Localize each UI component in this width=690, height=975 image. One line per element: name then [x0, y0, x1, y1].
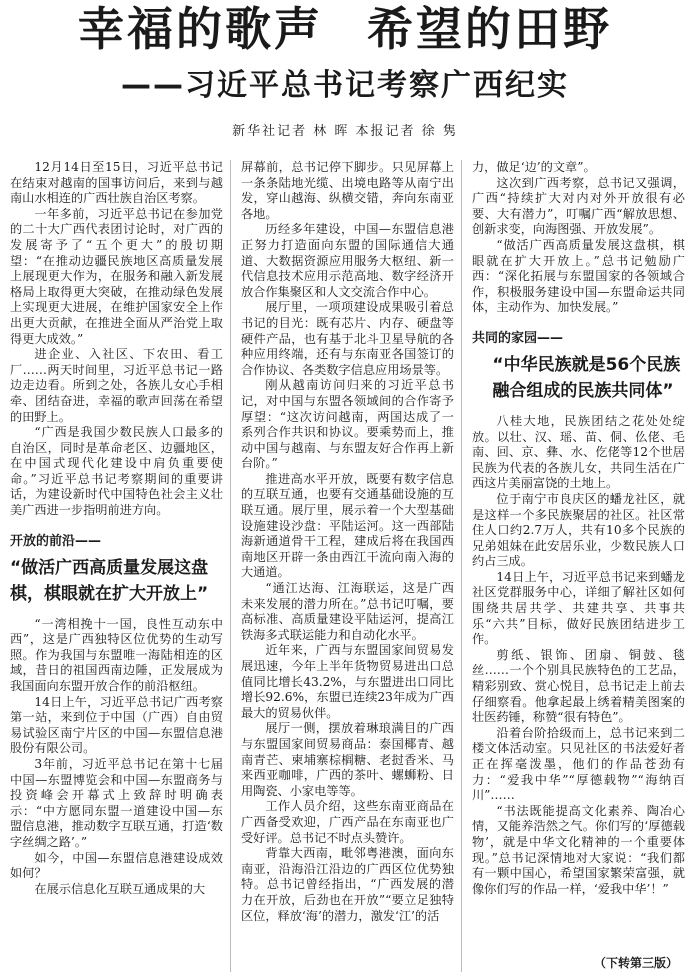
paragraph: 14日上午，习近平总书记广西考察第一站，来到位于中国（广西）自由贸易试验区南宁片区的中国—东盟信息港股份有限公司。	[10, 694, 223, 756]
section-title: “做活广西高质量发展这盘棋，棋眼就在扩大开放上”	[10, 557, 209, 604]
paragraph: 屏幕前，总书记停下脚步。只见屏幕上一条条陆地光缆、出境电路等从南宁出发，穿山越海、纵横交错，奔向东南亚各地。	[241, 160, 454, 221]
byline: 新华社记者 林 晖 本报记者 徐 隽	[232, 124, 458, 139]
paragraph: 14日上午，习近平总书记来到蟠龙社区党群服务中心，详细了解社区如何围绕共居共学、共建共享、共事共乐“六共”目标，做好民族团结进步工作。	[472, 569, 685, 647]
column-divider	[230, 160, 231, 972]
article-column-2	[241, 160, 454, 975]
paragraph: “书法既能提高文化素养、陶冶心情，又能养浩然之气。你们写的‘厚德载物’，就是中华文化精神的一个重要体现。”总书记深情地对大家说：“我们都有一颗中国心，希望国家繁荣富强，就像你们写的作品一样，‘爱我中华’！”	[472, 803, 685, 896]
paragraph: “做活广西高质量发展这盘棋，棋眼就在扩大开放上。”总书记勉励广西：“深化拓展与东盟国家的各领域合作，积极服务建设中国—东盟命运共同体，主动作为、加快发展。”	[472, 237, 685, 315]
headline-left: 幸福的歌声	[78, 2, 323, 56]
section-label: 开放的前沿——	[10, 533, 102, 549]
paragraph: 进企业、入社区、下农田、看工厂……两天时间里，习近平总书记一路边走边看。所到之处，各族儿女心手相牵、团结奋进，幸福的歌声回荡在希望的田野上。	[10, 347, 223, 424]
paragraph: 展厅里，一项项建设成果吸引着总书记的目光：既有芯片、内存、硬盘等硬件产品，也有基于北斗卫星导航的各种应用终端，还有与东南亚各国签订的合作协议、各类数字信息应用场景等。	[241, 300, 454, 377]
paragraph: 工作人员介绍，这些东南亚商品在广西备受欢迎，广西产品在东南亚也广受好评。总书记不时点头赞许。	[241, 799, 454, 845]
paragraph: 展厅一侧，摆放着琳琅满目的广西与东盟国家间贸易商品：泰国椰青、越南青芒、柬埔寨棕榈糖、老挝香米、马来西亚咖啡，广西的茶叶、螺蛳粉、日用陶瓷、小家电等等。	[241, 721, 454, 798]
paragraph: 历经多年建设，中国—东盟信息港正努力打造面向东盟的国际通信大通道、大数据资源应用服务大枢纽、新一代信息技术应用示范高地、数字经济开放合作集聚区和人文交流合作中心。	[241, 222, 454, 299]
paragraph: 位于南宁市良庆区的蟠龙社区，就是这样一个多民族聚居的社区。社区常住人口约2.7万人，共有10多个民族的兄弟姐妹在此安居乐业，少数民族人口约占三成。	[472, 491, 685, 569]
headline-right: 希望的田野	[367, 2, 612, 56]
section-label: 共同的家园——	[472, 330, 564, 346]
paragraph: 近年来，广西与东盟国家间贸易发展迅速，今年上半年货物贸易进出口总值同比增长43.2%，与东盟进出口同比增长92.6%，东盟已连续23年成为广西最大的贸易伙伴。	[241, 643, 454, 720]
paragraph: 八桂大地，民族团结之花处处绽放。以壮、汉、瑶、苗、侗、仫佬、毛南、回、京、彝、水、仡佬等12个世居民族为代表的各族儿女，共同生活在广西这片美丽富饶的土地上。	[472, 413, 685, 491]
paragraph: 12月14日至15日，习近平总书记在结束对越南的国事访问后，来到与越南山水相连的广西壮族自治区考察。	[10, 160, 223, 206]
article-column-1	[10, 160, 223, 975]
paragraph: 刚从越南访问归来的习近平总书记，对中国与东盟各领域间的合作寄予厚望：“这次访问越南，两国达成了一系列合作共识和协议。要乘势而上，推动中国与越南、与东盟友好合作再上新台阶。”	[241, 378, 454, 471]
section-title: “中华民族就是56个民族融合组成的民族共同体”	[492, 354, 681, 401]
paragraph: 背靠大西南，毗邻粤港澳，面向东南亚，沿海沿江沿边的广西区位优势独特。总书记曾经指出，“广西发展的潜力在开放，后劲也在开放”“要立足独特区位，释放‘海’的潜力，激发‘江’的活	[241, 846, 454, 923]
subheadline: ——习近平总书记考察广西纪实	[121, 68, 569, 103]
paragraph: “广西是我国少数民族人口最多的自治区，同时是革命老区、边疆地区，在中国式现代化建设中肩负重要使命。”习近平总书记考察期间的重要讲话，为建设新时代中国特色社会主义壮美广西进一步指明前进方向。	[10, 425, 223, 518]
paragraph: 推进高水平开放，既要有数字信息的互联互通，也要有交通基础设施的互联互通。展厅里，展示着一个大型基础设施建设沙盘：平陆运河。这一西部陆海新通道骨干工程，建成后将在我国西南地区开辟一条由西江干流向南入海的大通道。	[241, 471, 454, 580]
paragraph: 一年多前，习近平总书记在参加党的二十大广西代表团讨论时，对广西的发展寄予了“五个更大”的殷切期望：“在推动边疆民族地区高质量发展上展现更大作为，在服务和融入新发展格局上取得更大突破，在推动绿色发展上实现更大进展，在维护国家安全上作出更大贡献，在推进全面从严治党上取得更大成效。”	[10, 206, 223, 346]
article-column-3	[472, 160, 685, 975]
paragraph: 在展示信息化互联互通成果的大	[34, 881, 206, 896]
paragraph: “通江达海、江海联运，这是广西未来发展的潜力所在。”总书记叮嘱，要高标准、高质量建设平陆运河，提高江铁海多式联运能力和自动化水平。	[241, 581, 454, 642]
column-divider	[461, 160, 462, 972]
paragraph: 如今，中国—东盟信息港建设成效如何？	[10, 850, 223, 881]
continued-note: （下转第三版）	[590, 954, 678, 971]
paragraph: 剪纸、银饰、团扇、铜鼓、毯丝……一个个别具民族特色的工艺品，精彩别致、赏心悦目，总书记走上前去仔细察看。他拿起最上绣着精美图案的壮医药锤，称赞“很有特色”。	[472, 647, 685, 725]
paragraph: 力，做足‘边’的文章”。	[472, 160, 596, 174]
paragraph: 这次到广西考察，总书记又强调，广西“持续扩大对内对外开放很有必要、大有潜力”，叮嘱广西“解放思想、创新求变，向海图强、开放发展”。	[472, 175, 685, 237]
paragraph: “一湾相挽十一国，良性互动东中西”，这是广西独特区位优势的生动写照。作为我国与东盟唯一海陆相连的区域，昔日的祖国西南边陲，正发展成为我国面向东盟开放合作的前沿枢纽。	[10, 616, 223, 694]
headline	[0, 2, 690, 56]
paragraph: 3年前，习近平总书记在第十七届中国—东盟博览会和中国—东盟商务与投资峰会开幕式上致辞时明确表示：“中方愿同东盟一道建设中国—东盟信息港，推动数字互联互通，打造‘数字丝绸之路’。”	[10, 757, 223, 849]
paragraph: 沿着台阶拾级而上，总书记来到二楼文体活动室。只见社区的书法爱好者正在挥毫泼墨，他们的作品苍劲有力：“爱我中华”“厚德载物”“海纳百川”……	[472, 725, 685, 803]
